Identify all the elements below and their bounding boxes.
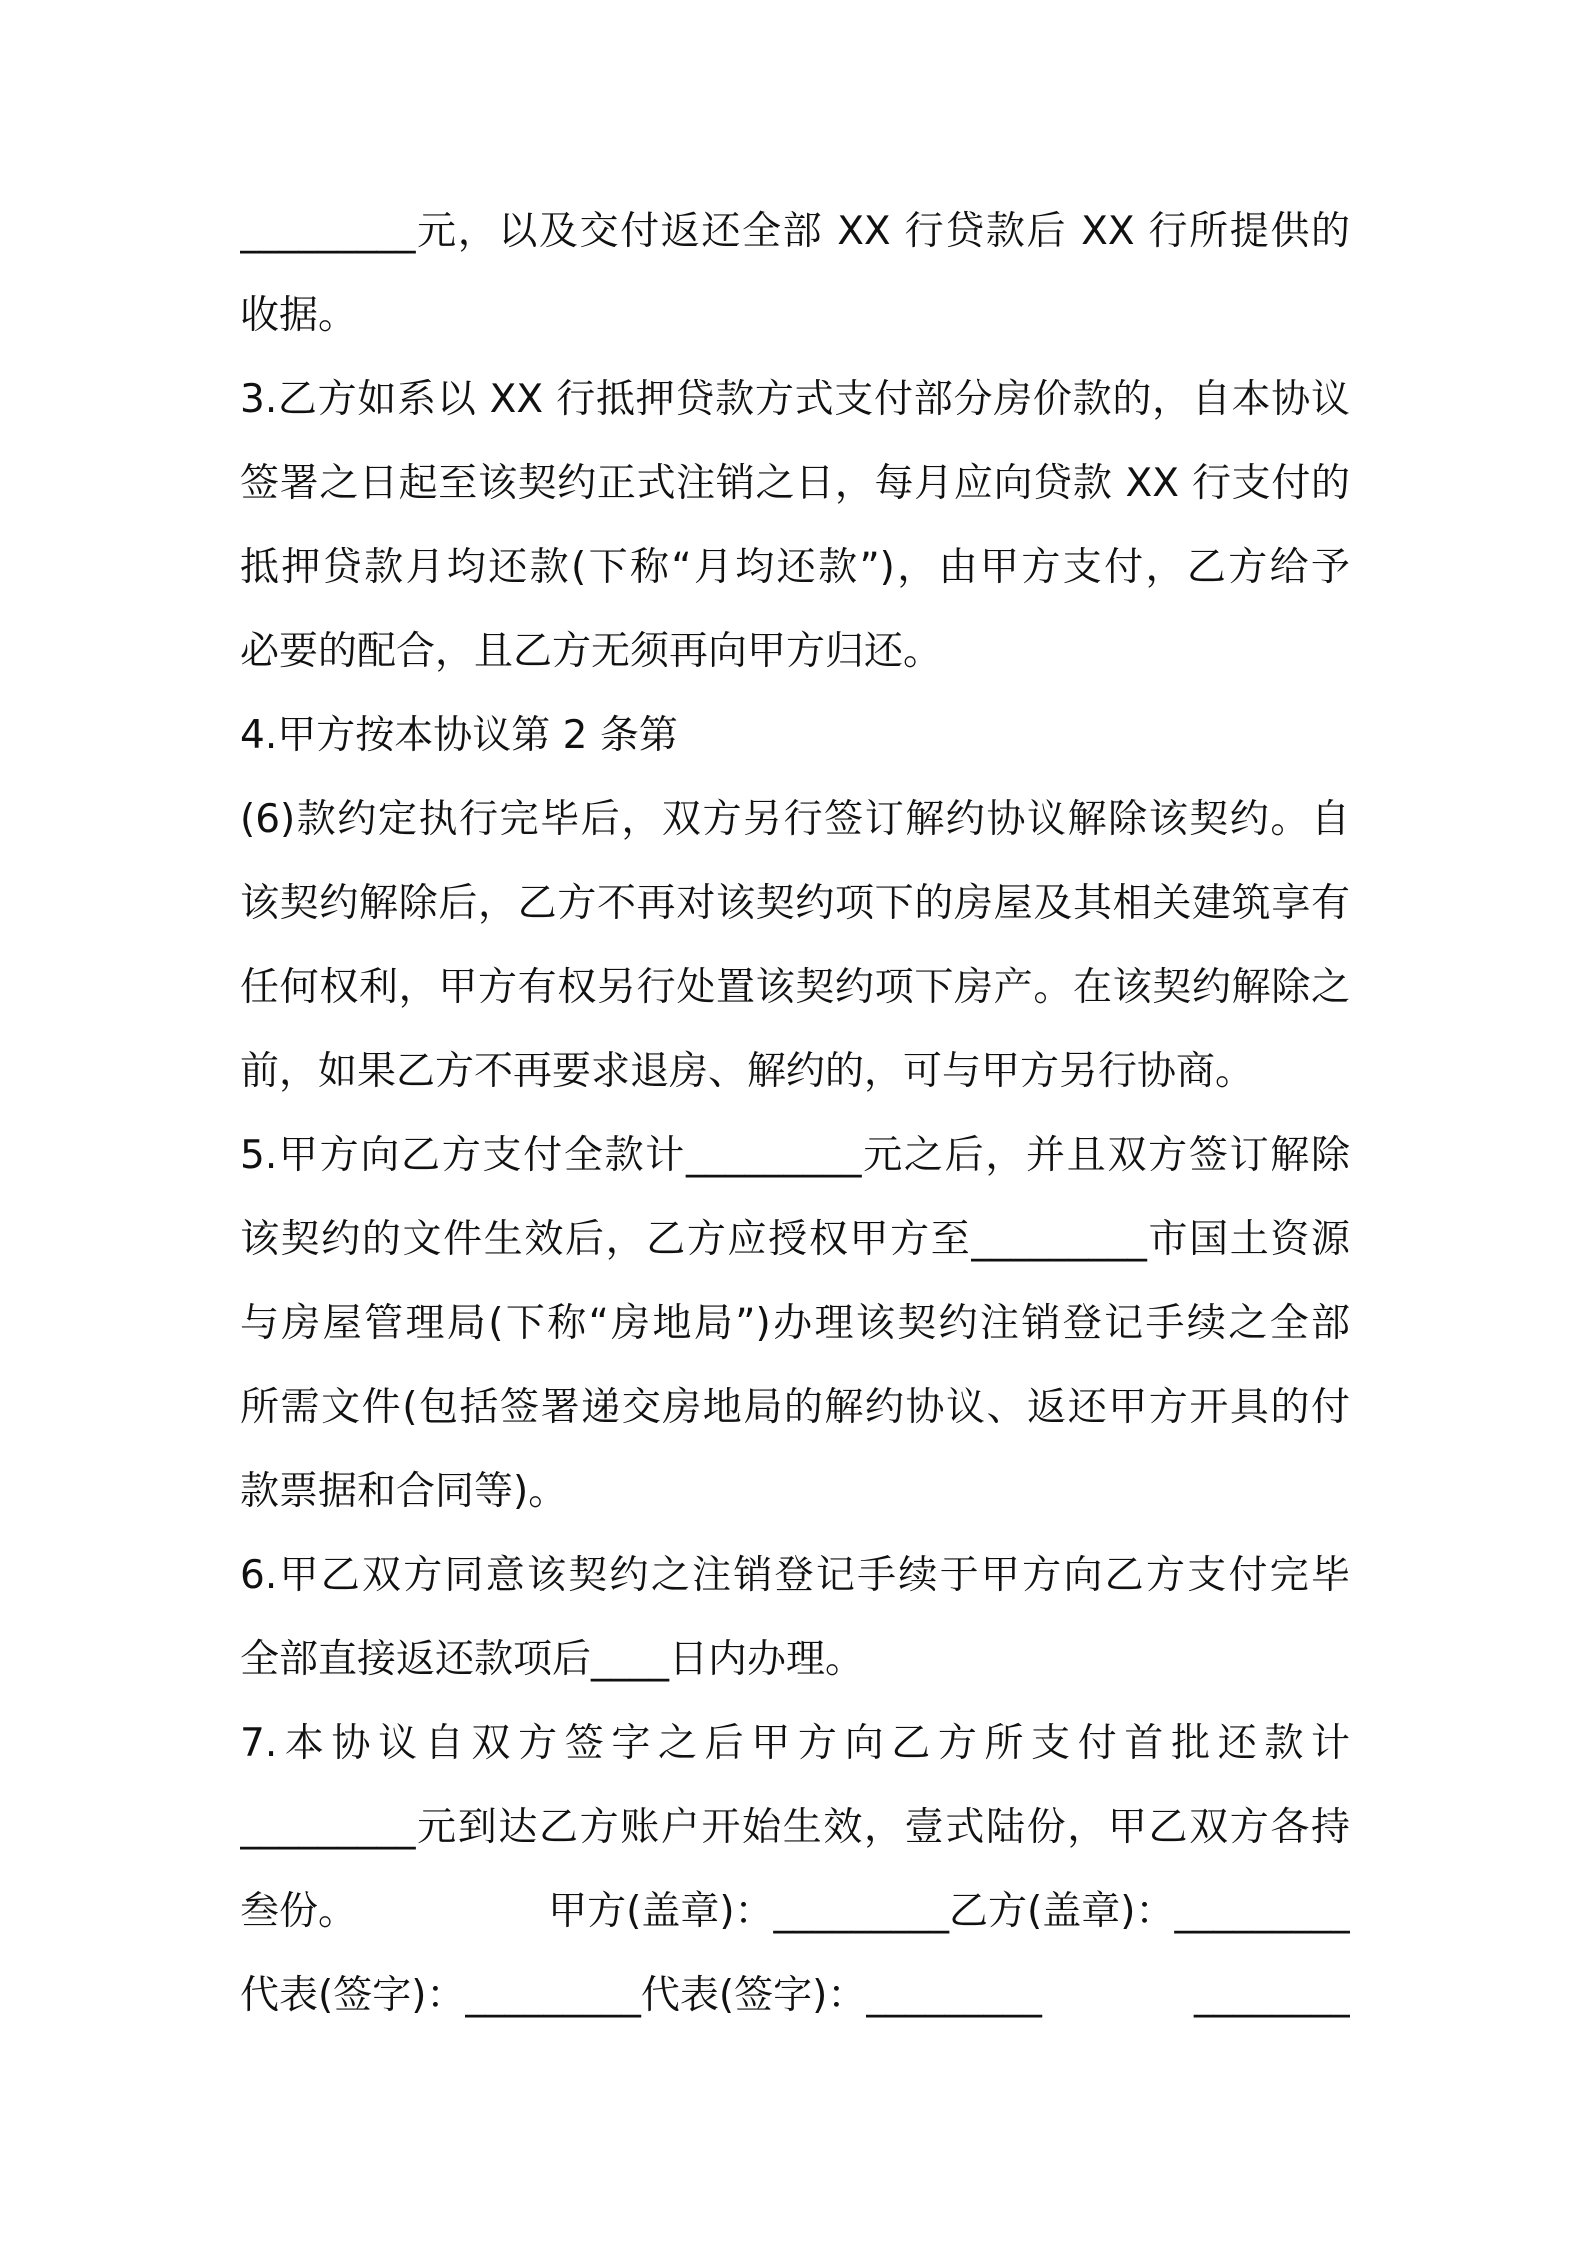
document-page [240, 190, 1350, 2038]
representative-sign-fields: 代表(签字)：_________代表(签字)：_________ [240, 1973, 1042, 2018]
trailing-blank-field: ________ [1194, 1973, 1350, 2018]
text-line: 该契约的文件生效后，乙方应授权甲方至_________市国土资源 [240, 1217, 1350, 1262]
text-line: 所需文件(包括签署递交房地局的解约协议、返还甲方开具的付 [240, 1385, 1350, 1430]
text-line: (6)款约定执行完毕后，双方另行签订解约协议解除该契约。自 [240, 797, 1350, 842]
text-line: 必要的配合，且乙方无须再向甲方归还。 [240, 629, 943, 674]
text-line: 前，如果乙方不再要求退房、解约的，可与甲方另行协商。 [240, 1049, 1255, 1094]
text-line: _________元，以及交付返还全部 XX 行贷款后 XX 行所提供的 [240, 209, 1350, 254]
signature-line-party-a-b [240, 1870, 1350, 1954]
text-line: 7.本协议自双方签字之后甲方向乙方所支付首批还款计 [240, 1721, 1350, 1766]
text-line: _________元到达乙方账户开始生效，壹式陆份，甲乙双方各持 [240, 1805, 1350, 1850]
text-line: 该契约解除后，乙方不再对该契约项下的房屋及其相关建筑享有 [240, 881, 1350, 926]
text-line: 5.甲方向乙方支付全款计_________元之后，并且双方签订解除 [240, 1133, 1350, 1178]
party-seal-fields: 甲方(盖章)：_________乙方(盖章)：_________ [548, 1889, 1350, 1934]
closing-text: 叁份。 [240, 1889, 358, 1934]
text-line: 3.乙方如系以 XX 行抵押贷款方式支付部分房价款的，自本协议 [240, 377, 1350, 422]
text-line: 任何权利，甲方有权另行处置该契约项下房产。在该契约解除之 [240, 965, 1350, 1010]
text-line: 签署之日起至该契约正式注销之日，每月应向贷款 XX 行支付的 [240, 461, 1350, 506]
text-line: 收据。 [240, 293, 358, 338]
text-line: 抵押贷款月均还款(下称“月均还款”)，由甲方支付，乙方给予 [240, 545, 1350, 590]
text-line: 4.甲方按本协议第 2 条第 [240, 713, 678, 758]
text-line: 与房屋管理局(下称“房地局”)办理该契约注销登记手续之全部 [240, 1301, 1350, 1346]
text-line: 全部直接返还款项后____日内办理。 [240, 1637, 865, 1682]
signature-line-representatives [240, 1954, 1350, 2038]
text-line: 6.甲乙双方同意该契约之注销登记手续于甲方向乙方支付完毕 [240, 1553, 1350, 1598]
text-line: 款票据和合同等)。 [240, 1469, 568, 1514]
